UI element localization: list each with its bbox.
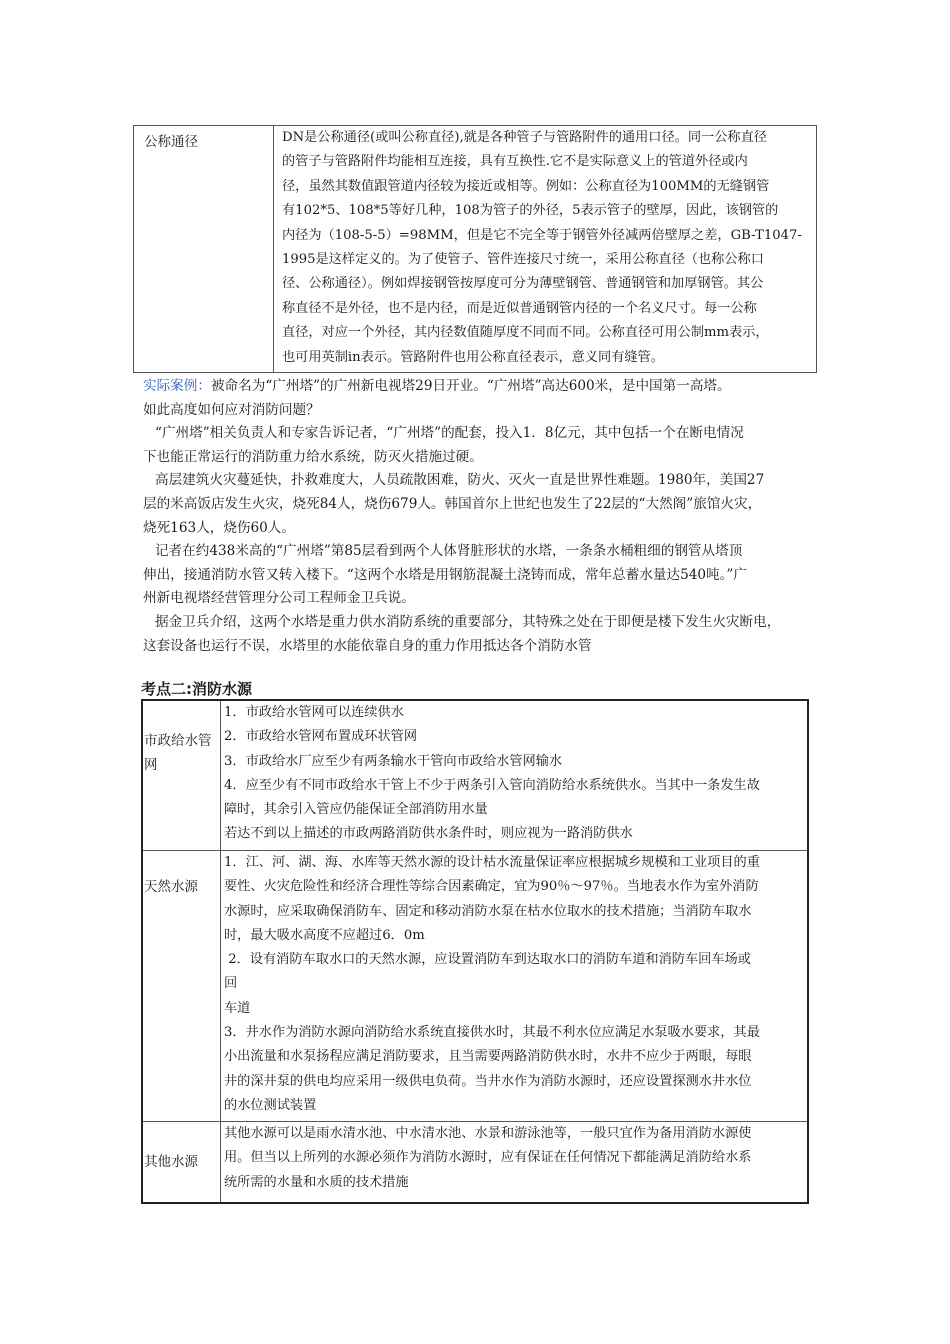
row-line: 回 [224,976,238,992]
row-label: 其他水源 [143,1122,221,1202]
row-line: 若达不到以上描述的市政两路消防供水条件时，则应视为一路消防供水 [224,826,633,842]
row-label: 市政给水管网 [143,701,221,850]
row-line: 2．市政给水管网布置成环状管网 [224,729,418,745]
row-line: 3．井水作为消防水源向消防给水系统直接供水时，其最不利水位应满足水泵吸水要求，其最 [224,1025,760,1041]
row-line: 3．市政给水厂应至少有两条输水干管向市政给水管网输水 [224,753,563,769]
nominal-diameter-table [133,125,817,373]
row-content [221,701,807,850]
table-line: 有102*5、108*5等好几种，108为管子的外径，5表示管子的壁厚，因此，该钢管的 [282,203,779,219]
paragraph-line: 伸出，接通消防水管又转入楼下。“这两个水塔是用钢筋混凝土浇铸而成，常年总蓄水量达540吨。”广 [143,566,747,583]
paragraph-line: 记者在约438米高的“广州塔”第85层看到两个人体肾脏形状的水塔，一条条水桶粗细的钢管从塔顶 [155,543,743,560]
paragraph-line: 州新电视塔经营管理分公司工程师金卫兵说。 [143,590,415,607]
row-line: 用。但当以上所列的水源必须作为消防水源时，应有保证在任何情况下都能满足消防给水系 [224,1150,752,1166]
table-row [143,1122,807,1202]
row-label: 天然水源 [143,851,221,1121]
row-content [221,1122,807,1202]
table-line: 1995是这样定义的。为了使管子、管件连接尺寸统一，采用公称直径（也称公称口 [282,252,764,268]
paragraph-line: 下也能正常运行的消防重力给水系统，防灭火措施过硬。 [143,448,483,465]
row-line: 的水位测试装置 [224,1097,317,1113]
table-line: 径、公称通径）。例如焊接钢管按厚度可分为薄壁钢管、普通钢管和加厚钢管。其公 [282,276,764,292]
case-first-line [143,375,823,399]
row-line: 统所需的水量和水质的技术措施 [224,1174,409,1190]
section-heading: 考点二:消防水源 [141,680,252,698]
row-line: 4．应至少有不同市政给水干管上不少于两条引入管向消防给水系统供水。当其中一条发生故 [224,777,760,793]
table-content-cell [274,126,816,372]
paragraph-line: 如此高度如何应对消防问题？ [143,401,320,418]
row-line: 1．市政给水管网可以连续供水 [224,705,404,720]
paragraph-line: “广州塔”相关负责人和专家告诉记者，“广州塔”的配套，投入1．8亿元，其中包括一个在断电情况 [155,425,744,442]
case-label: 实际案例： [143,378,211,394]
table-row [143,851,807,1122]
paragraph-line: 高层建筑火灾蔓延快，扑救难度大，人员疏散困难，防火、灭火一直是世界性难题。1980年，美国27 [155,472,765,489]
water-source-table [141,699,809,1204]
row-line: 其他水源可以是雨水清水池、中水清水池、水景和游泳池等，一般只宜作为备用消防水源使 [224,1126,752,1141]
table-line: 称直径不是外径，也不是内径，而是近似普通钢管内径的一个名义尺寸。每一公称 [282,300,757,316]
paragraph-line: 烧死163人，烧伤60人。 [143,519,295,536]
table-row [143,701,807,851]
table-line: 也可用英制in表示。管路附件也用公称直径表示，意义同有缝管。 [282,349,664,365]
row-line: 车道 [224,1000,251,1016]
row-line: 井的深井泵的供电均应采用一级供电负荷。当井水作为消防水源时，还应设置探测水井水位 [224,1073,752,1089]
table-label-cell [134,126,274,372]
row-line: 时，最大吸水高度不应超过6．0m [224,927,425,943]
table-line: 直径，对应一个外径，其内径数值随厚度不同而不同。公称直径可用公制mm表示， [282,325,769,341]
row-line: 水源时，应采取确保消防车、固定和移动消防水泵在枯水位取水的技术措施；当消防车取水 [224,903,752,919]
table-line: 径，虽然其数值跟管道内径较为接近或相等。例如：公称直径为100MM的无缝钢管 [282,178,770,194]
row-content [221,851,807,1121]
paragraph-line: 这套设备也运行不误，水塔里的水能依靠自身的重力作用抵达各个消防水管 [143,637,592,654]
row-line: 小出流量和水泵扬程应满足消防要求，且当需要两路消防供水时，水井不应少于两眼，每眼 [224,1049,752,1065]
table-line: 的管子与管路附件均能相互连接，具有互换性.它不是实际意义上的管道外径或内 [282,154,748,170]
row-line: 要性、火灾危险性和经济合理性等综合因素确定，宜为90％～97％。当地表水作为室外消防 [224,879,759,895]
table-line: 内径为（108-5-5）=98MM，但是它不完全等于钢管外径减两倍壁厚之差，GB-T1047- [282,227,802,243]
paragraph-line: 层的米高饭店发生火灾，烧死84人，烧伤679人。韩国首尔上世纪也发生了22层的“大然阁”旅馆火灾， [143,495,762,512]
row-line: 障时，其余引入管应仍能保证全部消防用水量 [224,802,488,818]
table-line: DN是公称通径(或叫公称直径),就是各种管子与管路附件的通用口径。同一公称直径 [282,130,767,145]
row-line: 2．设有消防车取水口的天然水源，应设置消防车到达取水口的消防车道和消防车回车场或 [224,952,751,968]
paragraph-line: 据金卫兵介绍，这两个水塔是重力供水消防系统的重要部分，其特殊之处在于即便是楼下发生火灾断电， [155,613,781,630]
case-intro: 被命名为“广州塔”的广州新电视塔29日开业。“广州塔”高达600米，是中国第一高塔。 [210,378,731,394]
table-label: 公称通径 [144,134,198,150]
case-study [143,375,823,658]
row-line: 1．江、河、湖、海、水库等天然水源的设计枯水流量保证率应根据城乡规模和工业项目的重 [224,855,760,870]
